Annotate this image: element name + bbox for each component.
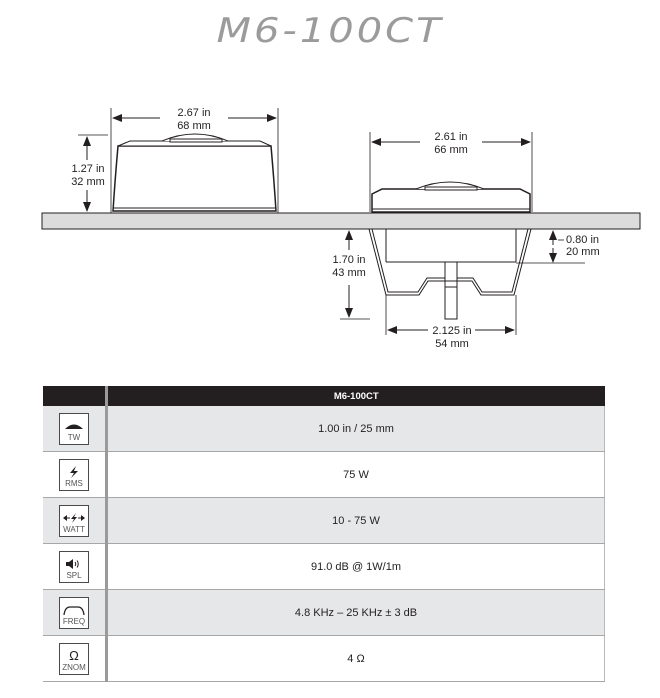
- surface-width-in: 2.67 in: [177, 107, 211, 119]
- spec-value: 91.0 dB @ 1W/1m: [107, 544, 605, 590]
- spec-value: 4.8 KHz – 25 KHz ± 3 dB: [107, 590, 605, 636]
- surface-mount-tweeter: [113, 134, 276, 211]
- model-column-header: M6-100CT: [107, 386, 605, 406]
- product-title: M6-100CT: [216, 11, 444, 51]
- flush-mount-tweeter: [369, 182, 531, 319]
- spec-value: 10 - 75 W: [107, 498, 605, 544]
- table-row: [43, 406, 605, 452]
- mounting-panel: [42, 213, 640, 229]
- lightning-icon: RMS: [59, 459, 89, 491]
- surface-height-in: 1.27 in: [71, 163, 105, 175]
- depth-cup-mm: 20 mm: [566, 246, 600, 258]
- spec-value: 1.00 in / 25 mm: [107, 406, 605, 452]
- table-row: [43, 544, 605, 590]
- table-row: [43, 636, 605, 682]
- spec-value: 4 Ω: [107, 636, 605, 682]
- flush-width-in: 2.61 in: [434, 131, 468, 143]
- ohm-icon: Ω ZNOM: [59, 643, 89, 675]
- cutout-width-mm: 54 mm: [435, 338, 469, 350]
- icon-column-header: [43, 386, 107, 406]
- flush-width-mm: 66 mm: [434, 144, 468, 156]
- depth-total-mm: 43 mm: [332, 267, 366, 279]
- table-row: [43, 498, 605, 544]
- spec-value: 75 W: [107, 452, 605, 498]
- surface-height-mm: 32 mm: [71, 176, 105, 188]
- table-row: [43, 590, 605, 636]
- table-row: [43, 452, 605, 498]
- table-header-row: [43, 386, 605, 406]
- tweeter-dome-icon: TW: [59, 413, 89, 445]
- speaker-icon: SPL: [59, 551, 89, 583]
- spec-table: [43, 386, 605, 682]
- depth-cup-in: 0.80 in: [566, 234, 600, 246]
- cutout-width-in: 2.125 in: [432, 325, 472, 337]
- power-range-icon: WATT: [59, 505, 89, 537]
- frequency-curve-icon: FREQ: [59, 597, 89, 629]
- surface-width-mm: 68 mm: [177, 120, 211, 132]
- depth-total-in: 1.70 in: [332, 254, 366, 266]
